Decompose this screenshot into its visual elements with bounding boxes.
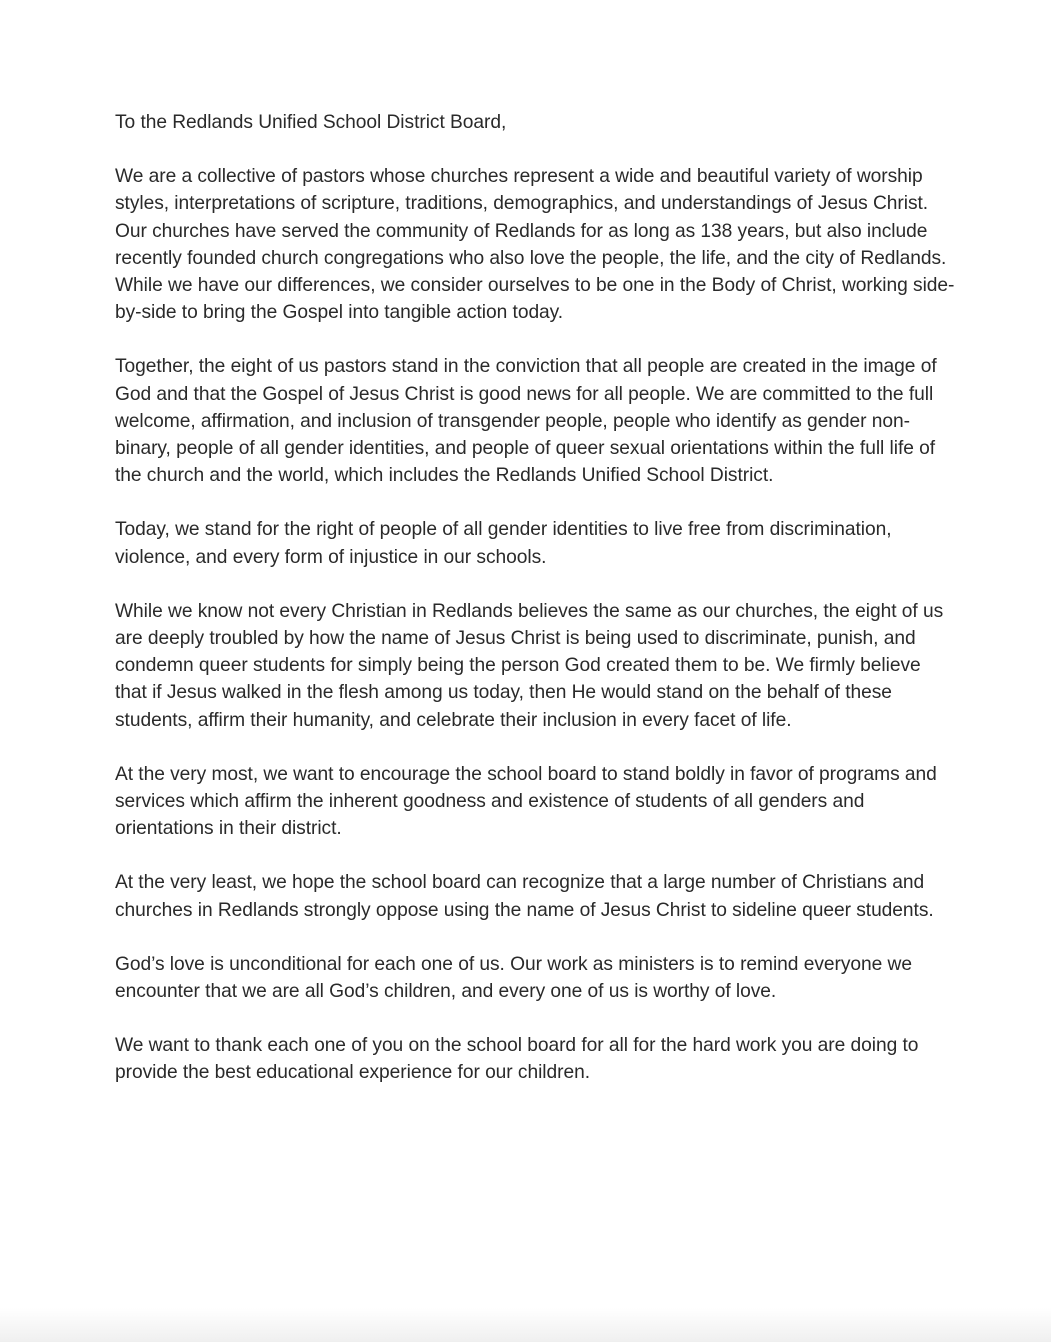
letter-paragraph: While we know not every Christian in Redlands believes the same as our churches, the eight of us are deeply troubled by how the name of Jesus Christ is being used to discriminate, punish, and condemn queer students for simply being the person God created them to be. We firmly believe that if Jesus walked in the flesh among us today, then He would stand on the behalf of these students, affirm their humanity, and celebrate their inclusion in every facet of life.	[115, 600, 944, 731]
letter-paragraph: At the very least, we hope the school board can recognize that a large number of Christians and churches in Redlands strongly oppose using the name of Jesus Christ to sideline queer students.	[115, 872, 934, 921]
letter-paragraph: Today, we stand for the right of people of all gender identities to live free from discrimination, violence, and every form of injustice in our schools.	[115, 519, 892, 568]
letter-body	[115, 109, 955, 1087]
letter-paragraph: At the very most, we want to encourage the school board to stand boldly in favor of programs and services which affirm the inherent goodness and existence of students of all genders and orientations in their district.	[115, 763, 937, 840]
letter-salutation: To the Redlands Unified School District Board,	[115, 112, 507, 133]
letter-paragraph: We want to thank each one of you on the school board for all for the hard work you are doing to provide the best educational experience for our children.	[115, 1035, 919, 1084]
letter-paragraph: Together, the eight of us pastors stand in the conviction that all people are created in the image of God and that the Gospel of Jesus Christ is good news for all people. We are committed to the full welcome, affirmation, and inclusion of transgender people, people who identify as gender non-binary, people of all gender identities, and people of queer sexual orientations within the full life of the church and the world, which includes the Redlands Unified School District.	[115, 356, 937, 487]
page-bottom-shadow	[0, 1308, 1051, 1342]
letter-paragraph: We are a collective of pastors whose churches represent a wide and beautiful variety of worship styles, interpretations of scripture, traditions, demographics, and understandings of Jesus Christ. Our churches have served the community of Redlands for as long as 138 years, but also include recently founded church congregations who also love the people, the life, and the city of Redlands. While we have our differences, we consider ourselves to be one in the Body of Christ, working side-by-side to bring the Gospel into tangible action today.	[115, 166, 955, 324]
letter-paragraph: God’s love is unconditional for each one of us. Our work as ministers is to remind everyone we encounter that we are all God’s children, and every one of us is worthy of love.	[115, 953, 912, 1003]
